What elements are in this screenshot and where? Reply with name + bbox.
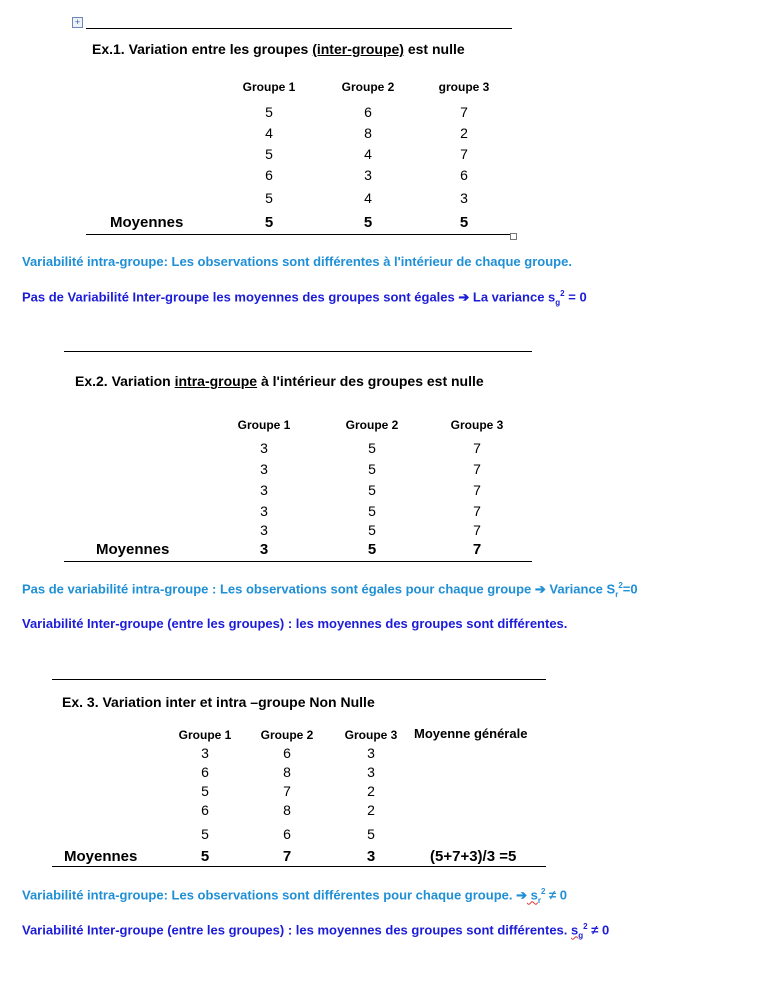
table-cell: 6 (283, 745, 291, 761)
ex3-header-groupe-2: Groupe 2 (260, 728, 314, 742)
table-cell: 8 (364, 125, 372, 141)
ex2-column-groupe-1 (244, 438, 284, 538)
table-cell: 8 (283, 764, 291, 780)
ex1-column-groupe-2 (348, 102, 388, 209)
ex2-column-groupe-3 (457, 438, 497, 538)
table-cell: 8 (283, 802, 291, 818)
table-cell: 3 (260, 461, 268, 477)
ex1-mean-groupe-3: 5 (459, 214, 469, 231)
ex2-moyennes-label: Moyennes (96, 541, 170, 558)
ex2-title: Ex.2. Variation intra-groupe à l'intérieur des groupes est nulle (75, 373, 484, 389)
table-cell: 4 (364, 146, 372, 162)
table-cell: 3 (201, 745, 209, 761)
table-cell: 7 (460, 104, 468, 120)
table-resize-handle[interactable] (510, 233, 517, 240)
ex1-header-groupe-3: groupe 3 (438, 80, 490, 94)
table-cell: 7 (473, 461, 481, 477)
ex2-top-rule (64, 351, 532, 352)
ex3-general-mean: (5+7+3)/3 =5 (430, 848, 517, 865)
ex2-bottom-rule (64, 561, 532, 562)
table-cell: 3 (367, 745, 375, 761)
ex3-moyennes-label: Moyennes (64, 848, 138, 865)
ex1-moyennes-label: Moyennes (110, 214, 184, 231)
table-cell: 6 (201, 764, 209, 780)
ex1-column-groupe-1 (249, 102, 289, 209)
table-cell: 7 (473, 503, 481, 519)
ex1-mean-groupe-2: 5 (363, 214, 373, 231)
table-cell: 3 (260, 522, 268, 538)
table-move-handle[interactable]: + (72, 17, 83, 28)
ex3-title: Ex. 3. Variation inter et intra –groupe Non Nulle (62, 694, 375, 710)
table-cell: 7 (460, 146, 468, 162)
ex2-header-groupe-1: Groupe 1 (237, 418, 291, 432)
ex2-header-groupe-3: Groupe 3 (450, 418, 504, 432)
table-cell: 6 (364, 104, 372, 120)
ex1-title: Ex.1. Variation entre les groupes (inter-groupe) est nulle (92, 41, 465, 57)
ex1-note-intra: Variabilité intra-groupe: Les observations sont différentes à l'intérieur de chaque groupe. (22, 254, 572, 269)
table-cell: 5 (368, 522, 376, 538)
table-cell: 3 (460, 190, 468, 206)
ex1-mean-groupe-1: 5 (264, 214, 274, 231)
table-cell: 6 (265, 167, 273, 183)
arrow-icon: ➔ (458, 289, 470, 305)
ex2-mean-groupe-1: 3 (259, 541, 269, 558)
ex1-note-inter: Pas de Variabilité Inter-groupe les moyennes des groupes sont égales ➔ La variance $s_g^2 = 0$ (22, 289, 587, 307)
ex2-header-groupe-2: Groupe 2 (345, 418, 399, 432)
ex3-header-moyenne-generale: Moyenne générale (414, 726, 528, 741)
table-cell: 5 (265, 104, 273, 120)
table-cell: 7 (473, 482, 481, 498)
table-cell: 2 (460, 125, 468, 141)
ex3-mean-groupe-1: 5 (200, 848, 210, 865)
ex3-top-rule (52, 679, 546, 680)
ex3-header-groupe-1: Groupe 1 (178, 728, 232, 742)
table-cell: 5 (368, 461, 376, 477)
table-cell: 3 (260, 482, 268, 498)
table-cell: 5 (368, 503, 376, 519)
ex1-header-groupe-1: Groupe 1 (242, 80, 296, 94)
table-cell: 2 (367, 802, 375, 818)
ex3-column-groupe-1 (185, 744, 225, 844)
arrow-icon: ➔ (534, 581, 546, 597)
table-cell: 7 (283, 783, 291, 799)
table-cell: 3 (364, 167, 372, 183)
ex3-bottom-rule (52, 866, 546, 867)
ex2-note-inter: Variabilité Inter-groupe (entre les groupes) : les moyennes des groupes sont différentes. (22, 616, 568, 631)
ex3-note-intra: Variabilité intra-groupe: Les observations sont différentes pour chaque groupe. ➔ $s_r^2 \ne 0$ (22, 887, 568, 905)
table-cell: 5 (265, 146, 273, 162)
table-cell: 5 (367, 826, 375, 842)
table-cell: 7 (473, 440, 481, 456)
ex3-mean-groupe-3: 3 (366, 848, 376, 865)
table-cell: 5 (368, 482, 376, 498)
table-cell: 5 (265, 190, 273, 206)
table-cell: 5 (368, 440, 376, 456)
ex2-note-intra: Pas de variabilité intra-groupe : Les observations sont égales pour chaque groupe ➔ Variance $S_r^2=0$ (22, 581, 638, 599)
table-cell: 6 (201, 802, 209, 818)
table-cell: 5 (201, 826, 209, 842)
ex2-mean-groupe-3: 7 (472, 541, 482, 558)
table-cell: 5 (201, 783, 209, 799)
ex1-column-groupe-3 (444, 102, 484, 209)
table-cell: 6 (460, 167, 468, 183)
ex2-mean-groupe-2: 5 (367, 541, 377, 558)
table-cell: 7 (473, 522, 481, 538)
table-cell: 6 (283, 826, 291, 842)
table-cell: 3 (260, 440, 268, 456)
arrow-icon: ➔ (516, 887, 527, 903)
ex3-mean-groupe-2: 7 (282, 848, 292, 865)
ex3-column-groupe-3 (351, 744, 391, 844)
ex3-column-groupe-2 (267, 744, 307, 844)
ex1-header-groupe-2: Groupe 2 (341, 80, 395, 94)
table-cell: 4 (265, 125, 273, 141)
ex3-header-groupe-3: Groupe 3 (344, 728, 398, 742)
table-cell: 2 (367, 783, 375, 799)
ex1-bottom-rule (86, 234, 512, 235)
table-cell: 3 (260, 503, 268, 519)
ex1-top-rule (86, 28, 512, 29)
ex3-note-inter: Variabilité Inter-groupe (entre les groupes) : les moyennes des groupes sont différentes. $s_g^2 \ne 0$ (22, 922, 610, 940)
ex2-column-groupe-2 (352, 438, 392, 538)
table-cell: 4 (364, 190, 372, 206)
table-cell: 3 (367, 764, 375, 780)
